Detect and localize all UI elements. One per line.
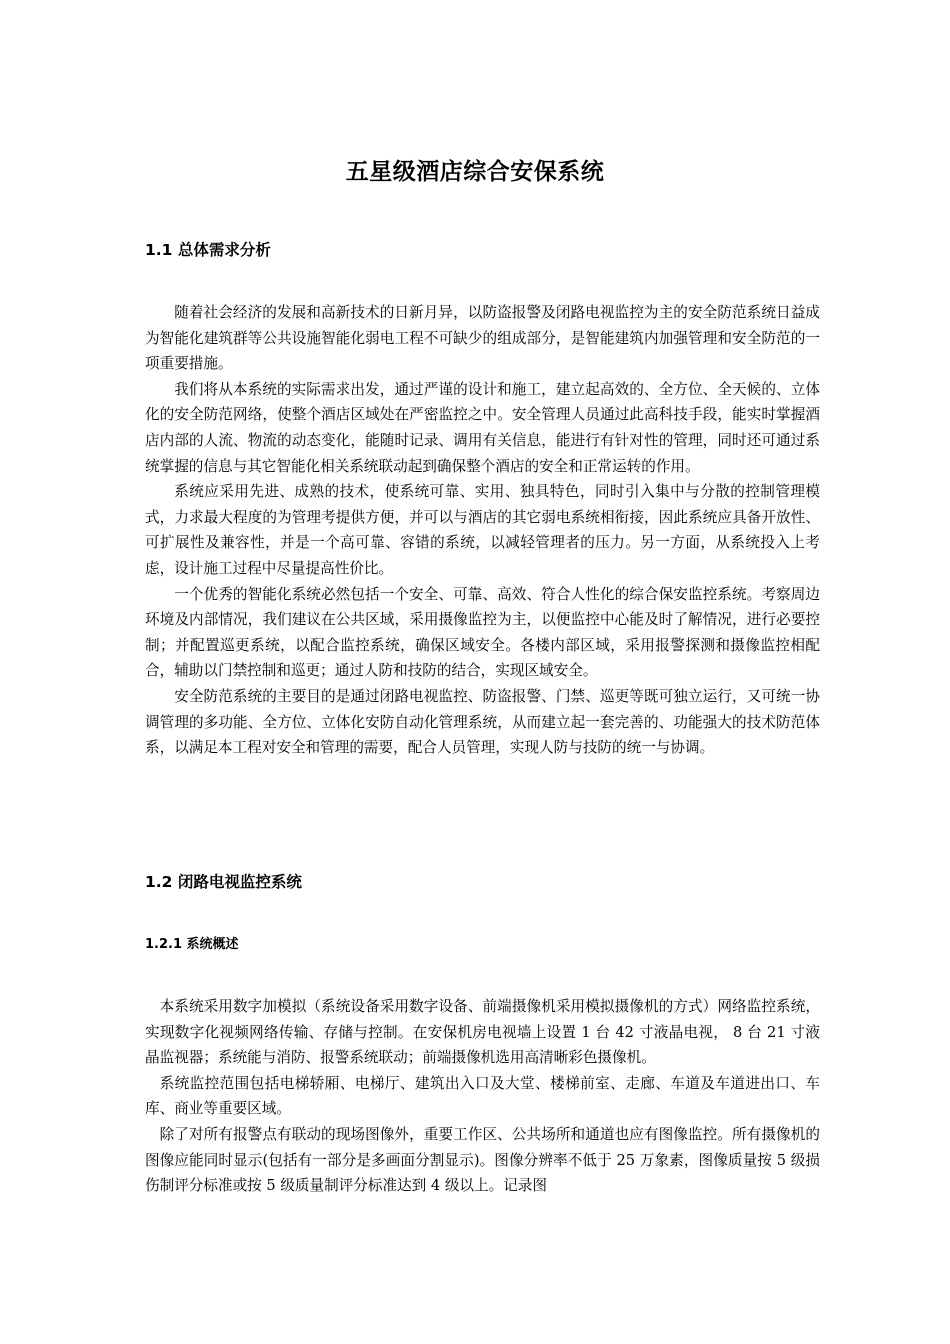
subsection-heading-1-2-1: 1.2.1 系统概述 <box>145 937 239 952</box>
paragraph: 系统监控范围包括电梯轿厢、电梯厅、建筑出入口及大堂、楼梯前室、走廊、车道及车道进出口、车库、商业等重要区域。 <box>145 1074 820 1118</box>
paragraph: 我们将从本系统的实际需求出发，通过严谨的设计和施工，建立起高效的、全方位、全天候的、立体化的安全防范网络，使整个酒店区域处在严密监控之中。安全管理人员通过此高科技手段，能实时掌握酒店内部的人流、物流的动态变化，能随时记录、调用有关信息，能进行有针对性的管理，同时还可通过系统掌握的信息与其它智能化相关系统联动起到确保整个酒店的安全和正常运转的作用。 <box>145 380 820 475</box>
section-1-1-body <box>145 300 820 761</box>
paragraph: 系统应采用先进、成熟的技术，使系统可靠、实用、独具特色，同时引入集中与分散的控制管理模式，力求最大程度的为管理考提供方便，并可以与酒店的其它弱电系统相衔接，因此系统应具备开放性、可扩展性及兼容性，并是一个高可靠、容错的系统，以减轻管理者的压力。另一方面，从系统投入上考虑，设计施工过程中尽量提高性价比。 <box>145 483 820 577</box>
paragraph: 安全防范系统的主要目的是通过闭路电视监控、防盗报警、门禁、巡更等既可独立运行，又可统一协调管理的多功能、全方位、立体化安防自动化管理系统，从而建立起一套完善的、功能强大的技术防范体系，以满足本工程对安全和管理的需要，配合人员管理，实现人防与技防的统一与协调。 <box>145 687 820 757</box>
document-title: 五星级酒店综合安保系统 <box>345 158 605 185</box>
subsection-1-2-1-body <box>145 994 820 1199</box>
paragraph: 随着社会经济的发展和高新技术的日新月异，以防盗报警及闭路电视监控为主的安全防范系统日益成为智能化建筑群等公共设施智能化弱电工程不可缺少的组成部分，是智能建筑内加强管理和安全防范的一项重要措施。 <box>145 304 820 373</box>
paragraph: 一个优秀的智能化系统必然包括一个安全、可靠、高效、符合人性化的综合保安监控系统。考察周边环境及内部情况，我们建议在公共区域，采用摄像监控为主，以便监控中心能及时了解情况，进行必要控制；并配置巡更系统，以配合监控系统，确保区域安全。各楼内部区域，采用报警探测和摄像监控相配合，辅助以门禁控制和巡更；通过人防和技防的结合，实现区域安全。 <box>145 585 820 680</box>
section-heading-1-2: 1.2 闭路电视监控系统 <box>145 873 302 891</box>
paragraph: 除了对所有报警点有联动的现场图像外，重要工作区、公共场所和通道也应有图像监控。所有摄像机的图像应能同时显示(包括有一部分是多画面分割显示)。图像分辨率不低于 25 万象素，图像质量按 5 级损伤制评分标准或按 5 级质量制评分标准达到 4 级以上。记录图 <box>145 1125 820 1195</box>
paragraph: 本系统采用数字加模拟（系统设备采用数字设备、前端摄像机采用模拟摄像机的方式）网络监控系统，实现数字化视频网络传输、存储与控制。在安保机房电视墙上设置 1 台 42 寸液晶电视， 8 台 21 寸液晶监视器；系统能与消防、报警系统联动；前端摄像机选用高清晰彩色摄像机。 <box>145 998 820 1067</box>
section-heading-1-1: 1.1 总体需求分析 <box>145 241 271 259</box>
